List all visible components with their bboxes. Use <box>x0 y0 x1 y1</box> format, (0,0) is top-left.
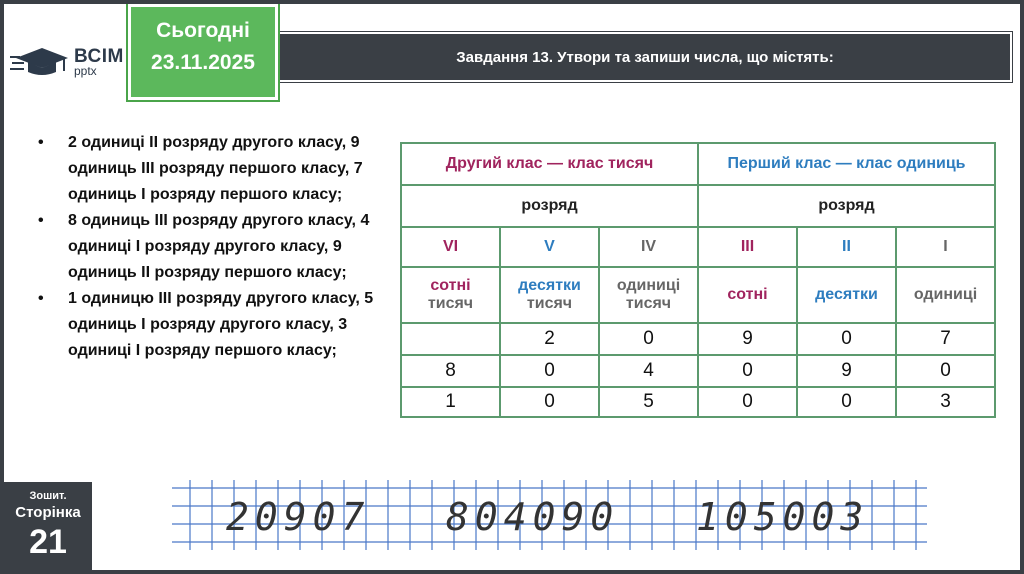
place-value-table <box>400 142 996 418</box>
class-thousands-header: Другий клас — клас тисяч <box>401 143 698 185</box>
rank-i: I <box>896 227 995 267</box>
name-thousands: одиниці тисяч <box>599 267 698 323</box>
bullet-item: • 2 одиниці ІІ розряду другого класу, 9 одиниць ІІІ розряду першого класу, 7 одиниць І розряду першого класу; <box>34 130 374 208</box>
task-bullet-list <box>34 130 374 364</box>
table-cell: 8 <box>401 355 500 387</box>
table-cell: 9 <box>797 355 896 387</box>
bullet-item: • 1 одиницю ІІІ розряду другого класу, 5 одиниць І розряду другого класу, 3 одиниці І розряду першого класу; <box>34 286 374 364</box>
table-cell: 4 <box>599 355 698 387</box>
table-cell: 0 <box>698 387 797 417</box>
workbook-label: Зошит. <box>29 490 67 502</box>
answer-number: 20907 <box>226 495 371 539</box>
workbook-page-box <box>4 482 92 570</box>
rank-label-left: розряд <box>401 185 698 227</box>
table-cell: 1 <box>401 387 500 417</box>
graduation-cap-icon <box>10 44 70 80</box>
logo-text: ВСІМ <box>74 46 124 67</box>
task-title: Завдання 13. Утвори та запиши числа, що містять: <box>456 48 834 66</box>
rank-v: V <box>500 227 599 267</box>
answer-number: 105003 <box>696 495 870 539</box>
table-cell: 0 <box>599 323 698 355</box>
table-cell: 5 <box>599 387 698 417</box>
notebook-grid <box>172 480 932 556</box>
table-cell: 3 <box>896 387 995 417</box>
page-number: 21 <box>29 523 67 561</box>
table-cell: 0 <box>500 387 599 417</box>
slide <box>4 4 1020 570</box>
bullet-item: • 8 одиниць ІІІ розряду другого класу, 4 одиниці І розряду другого класу, 9 одиниць ІІ розряду першого класу; <box>34 208 374 286</box>
date-value: 23.11.2025 <box>151 51 255 74</box>
rank-label-right: розряд <box>698 185 995 227</box>
table-cell: 9 <box>698 323 797 355</box>
rank-iv: IV <box>599 227 698 267</box>
name-hundred-thousands: сотні тисяч <box>401 267 500 323</box>
table-cell <box>401 323 500 355</box>
table-row <box>401 323 995 355</box>
name-tens: десятки <box>797 267 896 323</box>
table-row <box>401 387 995 417</box>
today-label: Сьогодні <box>156 19 250 42</box>
table-cell: 2 <box>500 323 599 355</box>
answer-number: 804090 <box>446 495 620 539</box>
logo-subtext: pptx <box>74 64 97 78</box>
date-badge <box>128 4 278 100</box>
rank-ii: II <box>797 227 896 267</box>
name-units: одиниці <box>896 267 995 323</box>
class-units-header: Перший клас — клас одиниць <box>698 143 995 185</box>
page-label: Сторінка <box>15 504 81 521</box>
table-cell: 0 <box>797 387 896 417</box>
table-cell: 0 <box>698 355 797 387</box>
table-row <box>401 355 995 387</box>
name-hundreds: сотні <box>698 267 797 323</box>
rank-vi: VI <box>401 227 500 267</box>
rank-iii: III <box>698 227 797 267</box>
table-cell: 7 <box>896 323 995 355</box>
logo <box>10 42 132 82</box>
table-cell: 0 <box>896 355 995 387</box>
name-ten-thousands: десятки тисяч <box>500 267 599 323</box>
table-cell: 0 <box>797 323 896 355</box>
task-title-bar <box>278 32 1012 82</box>
table-cell: 0 <box>500 355 599 387</box>
